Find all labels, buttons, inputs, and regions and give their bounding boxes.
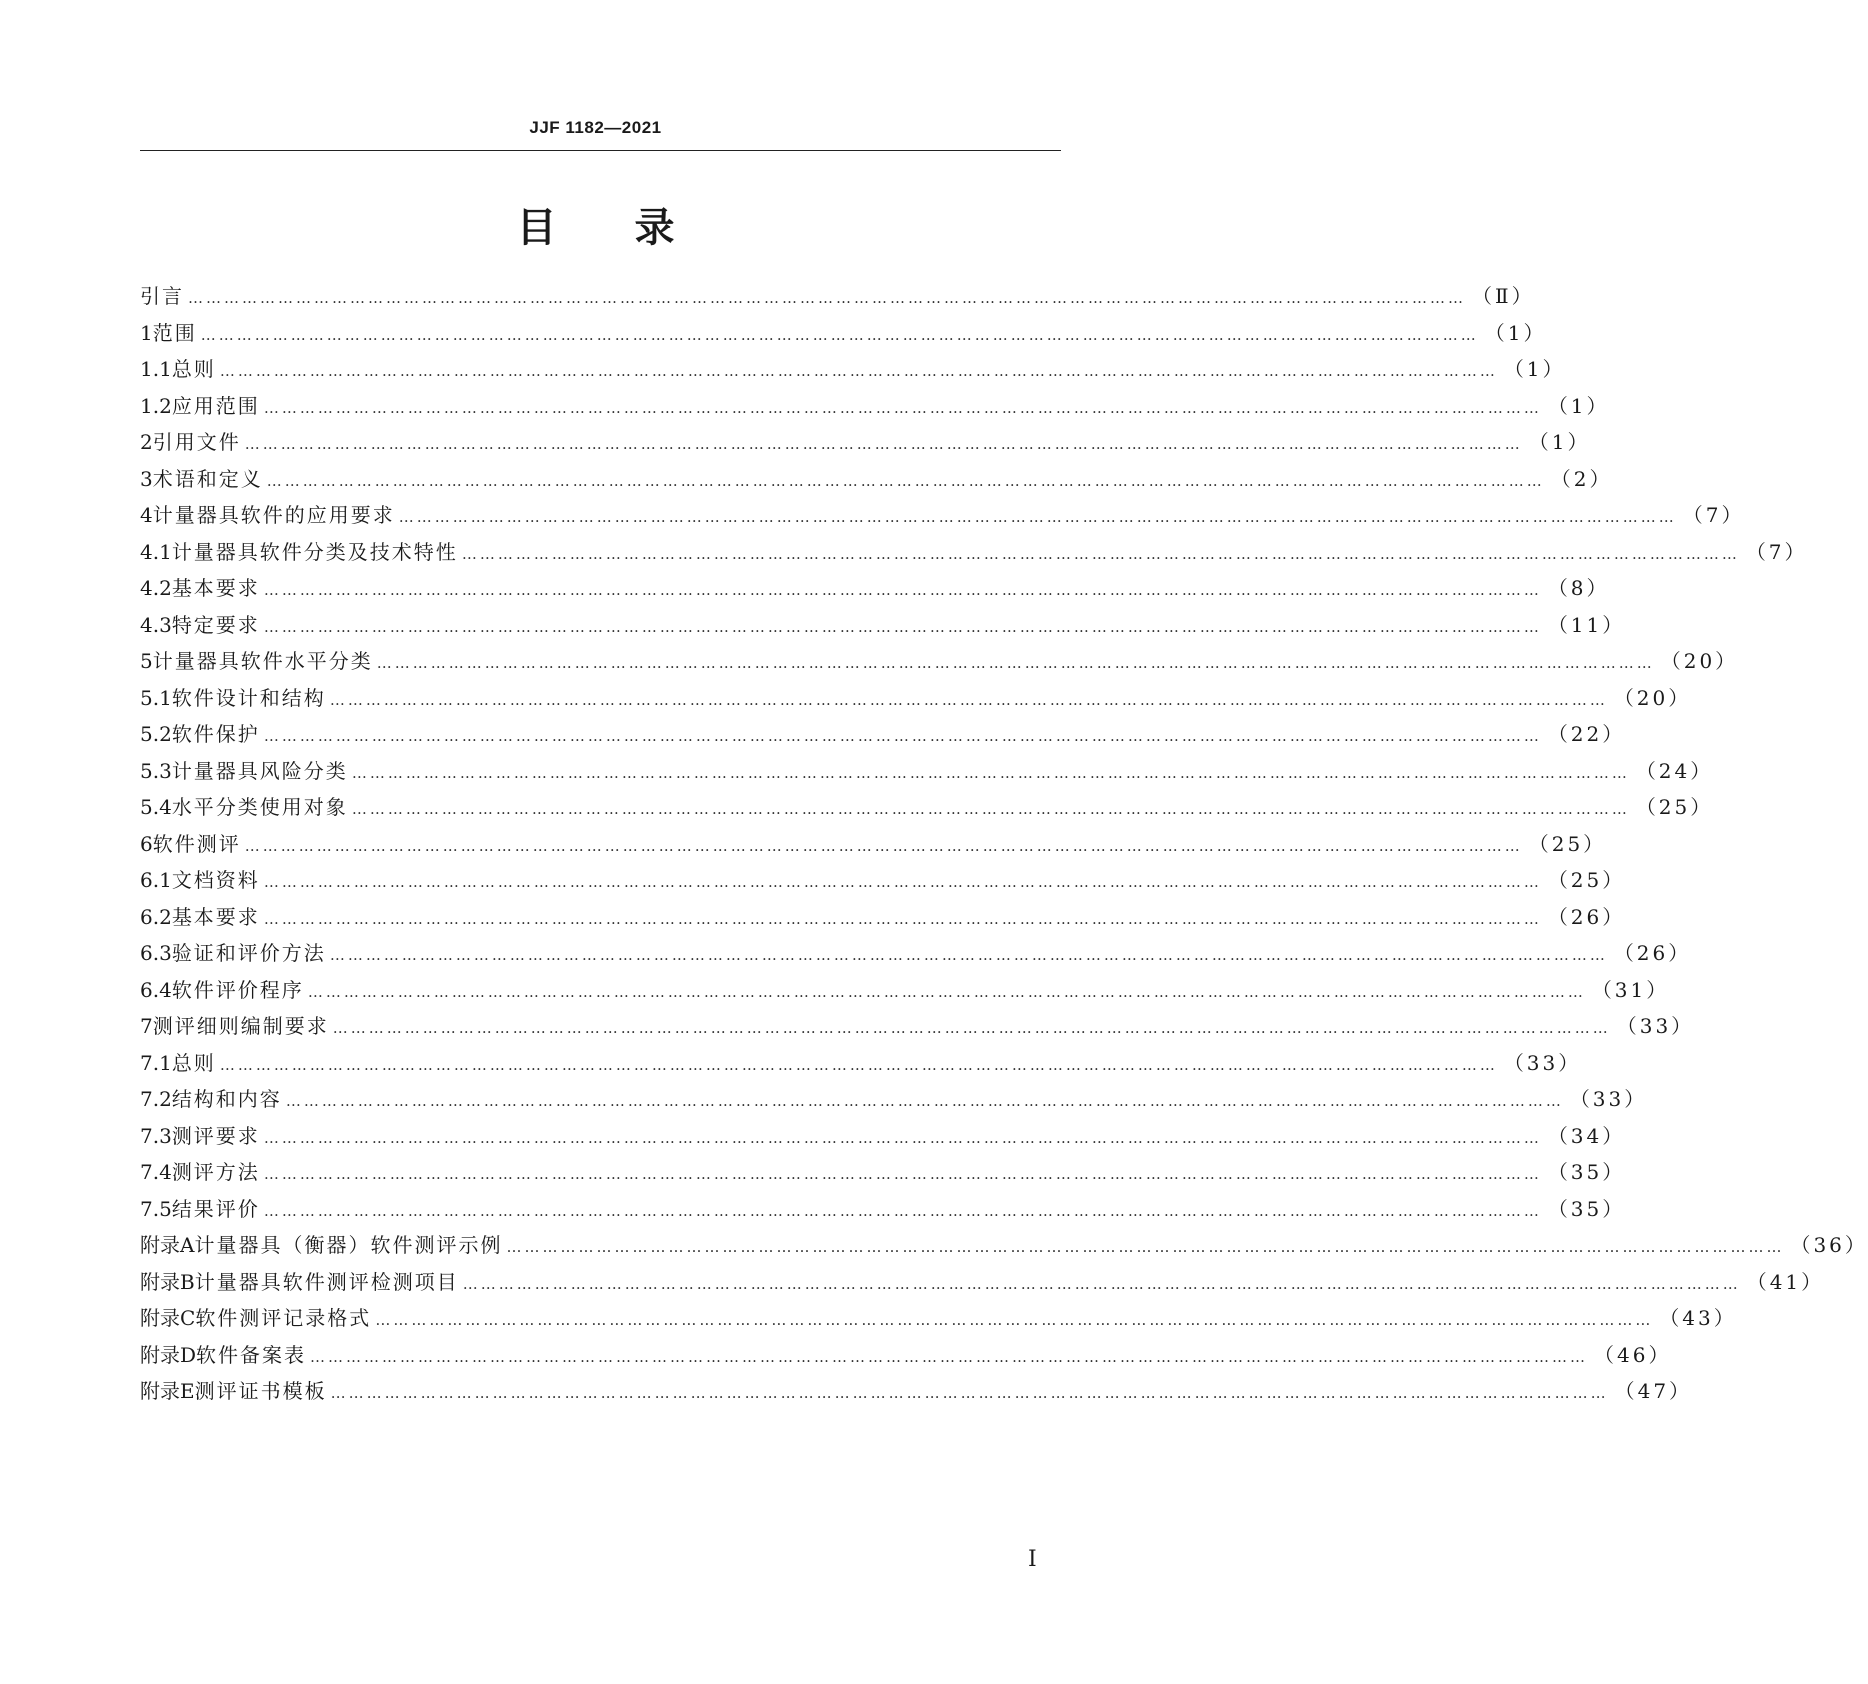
toc-entry-number: 5.1	[140, 685, 172, 710]
toc-entry-number: 2	[140, 430, 153, 454]
toc-entry[interactable]	[140, 899, 1626, 936]
toc-dot-leader: ……………………………………………………………………………………………………………………………………………………………………………………………	[200, 325, 1479, 344]
toc-dot-leader: ……………………………………………………………………………………………………………………………………………………………………………………………	[219, 362, 1498, 380]
toc-entry[interactable]	[140, 388, 1610, 425]
toc-entry-title: 软件保护	[171, 722, 260, 746]
toc-dot-leader: ……………………………………………………………………………………………………………………………………………………………………………………………	[188, 289, 1466, 307]
toc-entry[interactable]	[140, 497, 1745, 534]
toc-entry-title: 引言	[140, 284, 184, 308]
toc-entry-page: （20）	[1660, 649, 1739, 673]
toc-entry-title: 计量器具（衡器）软件测评示例	[194, 1233, 503, 1257]
toc-entry-title: 应用范围	[171, 393, 260, 418]
toc-entry-title: 总则	[171, 1050, 216, 1075]
toc-entry[interactable]	[140, 1337, 1672, 1374]
page-number: I	[1028, 1547, 1037, 1572]
toc-entry-page: （25）	[1635, 795, 1714, 819]
toc-entry[interactable]	[140, 789, 1714, 826]
toc-entry-number: 7.3	[140, 1123, 172, 1148]
toc-dot-leader: ……………………………………………………………………………………………………………………………………………………………………………………………	[329, 690, 1608, 709]
toc-entry-page: （35）	[1547, 1196, 1626, 1221]
toc-entry-number: 7.4	[140, 1160, 172, 1184]
toc-entry-title: 术语和定义	[152, 466, 263, 491]
toc-dot-leader: ……………………………………………………………………………………………………………………………………………………………………………………………	[263, 727, 1542, 745]
toc-entry[interactable]	[140, 680, 1692, 717]
toc-dot-leader: ……………………………………………………………………………………………………………………………………………………………………………………………	[461, 544, 1740, 563]
toc-entry-number: 5	[140, 649, 153, 673]
toc-entry-number: 6.3	[140, 941, 172, 965]
toc-dot-leader: ……………………………………………………………………………………………………………………………………………………………………………………………	[263, 617, 1542, 636]
toc-entry-number: 4.2	[140, 576, 172, 600]
toc-entry-number: 7	[140, 1014, 153, 1038]
toc-entry[interactable]	[140, 607, 1626, 644]
toc-entry-number: 1.2	[140, 393, 172, 418]
toc-entry-page: （33）	[1503, 1050, 1582, 1075]
toc-dot-leader: ……………………………………………………………………………………………………………………………………………………………………………………………	[263, 398, 1542, 417]
toc-dot-leader: ……………………………………………………………………………………………………………………………………………………………………………………………	[462, 1274, 1741, 1293]
toc-entry[interactable]	[140, 1154, 1626, 1191]
toc-entry-page: （Ⅱ）	[1472, 284, 1535, 308]
toc-entry-page: （7）	[1682, 503, 1745, 527]
toc-entry-page: （31）	[1591, 977, 1670, 1002]
toc-entry-page: （26）	[1613, 941, 1692, 965]
toc-dot-leader: ……………………………………………………………………………………………………………………………………………………………………………………………	[351, 763, 1630, 782]
toc-dot-leader: ……………………………………………………………………………………………………………………………………………………………………………………………	[376, 654, 1655, 672]
toc-dot-leader: ……………………………………………………………………………………………………………………………………………………………………………………………	[263, 873, 1542, 891]
toc-entry-page: （35）	[1547, 1160, 1626, 1184]
toc-entry-page: （43）	[1659, 1306, 1737, 1330]
toc-entry[interactable]	[140, 570, 1610, 607]
toc-dot-leader: ……………………………………………………………………………………………………………………………………………………………………………………………	[263, 1165, 1542, 1183]
page-title: 目录	[516, 205, 753, 251]
toc-dot-leader: ……………………………………………………………………………………………………………………………………………………………………………………………	[351, 800, 1630, 818]
toc-entry-number: 6.1	[140, 868, 172, 892]
toc-entry[interactable]	[140, 716, 1626, 753]
toc-entry-title: 范围	[152, 320, 197, 345]
toc-entry-page: （24）	[1635, 758, 1714, 783]
toc-entry[interactable]	[140, 643, 1739, 680]
toc-entry-title: 结构和内容	[171, 1087, 282, 1111]
toc-entry[interactable]	[140, 935, 1692, 972]
toc-entry-page: （41）	[1746, 1269, 1825, 1294]
toc-dot-leader: ……………………………………………………………………………………………………………………………………………………………………………………………	[330, 1384, 1609, 1402]
toc-entry-page: （8）	[1547, 576, 1610, 600]
toc-entry[interactable]	[140, 315, 1547, 352]
toc-entry[interactable]	[140, 826, 1607, 863]
toc-entry-number: 附录B	[140, 1269, 195, 1294]
toc-entry-title: 计量器具软件水平分类	[152, 649, 373, 673]
toc-entry-title: 软件评价程序	[171, 977, 304, 1002]
toc-entry-page: （36）	[1790, 1233, 1868, 1257]
toc-entry-number: 5.4	[140, 795, 172, 819]
toc-entry-page: （20）	[1613, 685, 1692, 710]
toc-entry-page: （34）	[1547, 1123, 1626, 1148]
toc-entry-number: 附录E	[140, 1379, 195, 1403]
toc-dot-leader: ……………………………………………………………………………………………………………………………………………………………………………………………	[332, 1019, 1611, 1037]
header-rule	[140, 150, 1061, 151]
toc-entry-title: 引用文件	[152, 430, 241, 454]
toc-entry[interactable]	[140, 1191, 1626, 1228]
toc-entry[interactable]	[140, 424, 1591, 461]
toc-entry[interactable]	[140, 862, 1626, 899]
toc-entry-number: 5.3	[140, 758, 172, 783]
toc-dot-leader: ……………………………………………………………………………………………………………………………………………………………………………………………	[285, 1092, 1564, 1110]
toc-entry-title: 水平分类使用对象	[171, 795, 348, 819]
toc-entry[interactable]	[140, 972, 1670, 1009]
toc-dot-leader: ……………………………………………………………………………………………………………………………………………………………………………………………	[398, 508, 1677, 526]
toc-dot-leader: ……………………………………………………………………………………………………………………………………………………………………………………………	[244, 836, 1523, 855]
toc-entry-title: 软件测评记录格式	[195, 1306, 372, 1330]
toc-entry-title: 软件设计和结构	[171, 685, 326, 710]
toc-entry-page: （47）	[1614, 1379, 1693, 1403]
toc-entry-title: 计量器具软件分类及技术特性	[171, 539, 458, 564]
toc-dot-leader: ……………………………………………………………………………………………………………………………………………………………………………………………	[244, 435, 1523, 453]
toc-entry-number: 6	[140, 831, 153, 856]
running-header: JJF 1182—2021	[529, 118, 662, 137]
toc-dot-leader: ……………………………………………………………………………………………………………………………………………………………………………………………	[263, 581, 1542, 599]
toc-entry-number: 1.1	[140, 357, 172, 381]
toc-entry-title: 测评细则编制要求	[152, 1014, 329, 1038]
toc-entry-title: 计量器具风险分类	[171, 758, 348, 783]
toc-entry[interactable]	[140, 1264, 1825, 1301]
toc-dot-leader: ……………………………………………………………………………………………………………………………………………………………………………………………	[506, 1238, 1785, 1256]
toc-entry[interactable]	[140, 1045, 1582, 1082]
toc-entry-page: （1）	[1547, 393, 1610, 418]
toc-entry-page: （33）	[1569, 1087, 1648, 1111]
toc-entry-title: 软件备案表	[196, 1342, 307, 1367]
toc-entry-number: 5.2	[140, 722, 172, 746]
toc-dot-leader: ……………………………………………………………………………………………………………………………………………………………………………………………	[329, 946, 1608, 964]
toc-entry[interactable]	[140, 1008, 1695, 1045]
toc-entry-title: 文档资料	[171, 868, 260, 892]
toc-entry[interactable]	[140, 278, 1535, 315]
toc-entry[interactable]	[140, 1081, 1648, 1118]
toc-entry-page: （2）	[1550, 466, 1613, 491]
toc-entry-title: 总则	[171, 357, 216, 381]
toc-entry-page: （46）	[1594, 1342, 1672, 1367]
toc-entry-number: 1	[140, 320, 153, 345]
toc-entry-page: （11）	[1547, 612, 1626, 637]
toc-dot-leader: ……………………………………………………………………………………………………………………………………………………………………………………………	[310, 1347, 1589, 1366]
toc-entry-number: 附录D	[140, 1342, 197, 1367]
toc-entry-number: 3	[140, 466, 153, 491]
toc-entry-title: 测评证书模板	[194, 1379, 327, 1403]
toc-entry-number: 附录C	[140, 1306, 196, 1330]
toc-entry-number: 附录A	[140, 1233, 195, 1257]
toc-entry[interactable]	[140, 351, 1566, 388]
table-of-contents	[140, 278, 1868, 1410]
toc-entry-page: （25）	[1547, 868, 1626, 892]
toc-entry-title: 测评要求	[171, 1123, 260, 1148]
toc-entry-title: 计量器具软件测评检测项目	[194, 1269, 459, 1294]
toc-entry-number: 7.5	[140, 1196, 172, 1221]
toc-entry[interactable]	[140, 753, 1714, 790]
toc-entry-number: 4.1	[140, 539, 172, 564]
toc-dot-leader: ……………………………………………………………………………………………………………………………………………………………………………………………	[263, 1128, 1542, 1147]
toc-entry[interactable]	[140, 1373, 1693, 1410]
toc-dot-leader: ……………………………………………………………………………………………………………………………………………………………………………………………	[263, 909, 1542, 928]
toc-dot-leader: ……………………………………………………………………………………………………………………………………………………………………………………………	[219, 1055, 1498, 1074]
toc-entry-page: （1）	[1503, 357, 1566, 381]
toc-entry-title: 计量器具软件的应用要求	[152, 503, 395, 527]
toc-entry-number: 7.1	[140, 1050, 172, 1075]
toc-entry-page: （25）	[1528, 831, 1607, 856]
toc-entry-number: 6.4	[140, 977, 172, 1002]
toc-entry[interactable]	[140, 534, 1808, 571]
toc-entry-number: 7.2	[140, 1087, 172, 1111]
toc-entry[interactable]	[140, 1227, 1868, 1264]
toc-entry-number: 4	[140, 503, 153, 527]
toc-entry-number: 6.2	[140, 904, 172, 929]
toc-entry-number: 4.3	[140, 612, 172, 637]
toc-entry[interactable]	[140, 461, 1613, 498]
toc-entry-title: 软件测评	[152, 831, 241, 856]
toc-entry-page: （33）	[1616, 1014, 1695, 1038]
toc-entry-page: （1）	[1528, 430, 1591, 454]
toc-dot-leader: ……………………………………………………………………………………………………………………………………………………………………………………………	[307, 982, 1586, 1001]
toc-entry-page: （7）	[1745, 539, 1808, 564]
toc-entry-title: 基本要求	[171, 904, 260, 929]
toc-entry-page: （1）	[1484, 320, 1547, 345]
toc-entry-title: 结果评价	[171, 1196, 260, 1221]
toc-dot-leader: ……………………………………………………………………………………………………………………………………………………………………………………………	[263, 1201, 1542, 1220]
toc-dot-leader: ……………………………………………………………………………………………………………………………………………………………………………………………	[266, 471, 1545, 490]
toc-entry[interactable]	[140, 1118, 1626, 1155]
toc-entry-title: 基本要求	[171, 576, 260, 600]
toc-entry-title: 特定要求	[171, 612, 260, 637]
toc-entry-page: （26）	[1547, 904, 1626, 929]
toc-entry-title: 测评方法	[171, 1160, 260, 1184]
toc-entry-page: （22）	[1547, 722, 1626, 746]
toc-entry-title: 验证和评价方法	[171, 941, 326, 965]
toc-entry[interactable]	[140, 1300, 1737, 1337]
toc-dot-leader: ……………………………………………………………………………………………………………………………………………………………………………………………	[375, 1311, 1654, 1329]
